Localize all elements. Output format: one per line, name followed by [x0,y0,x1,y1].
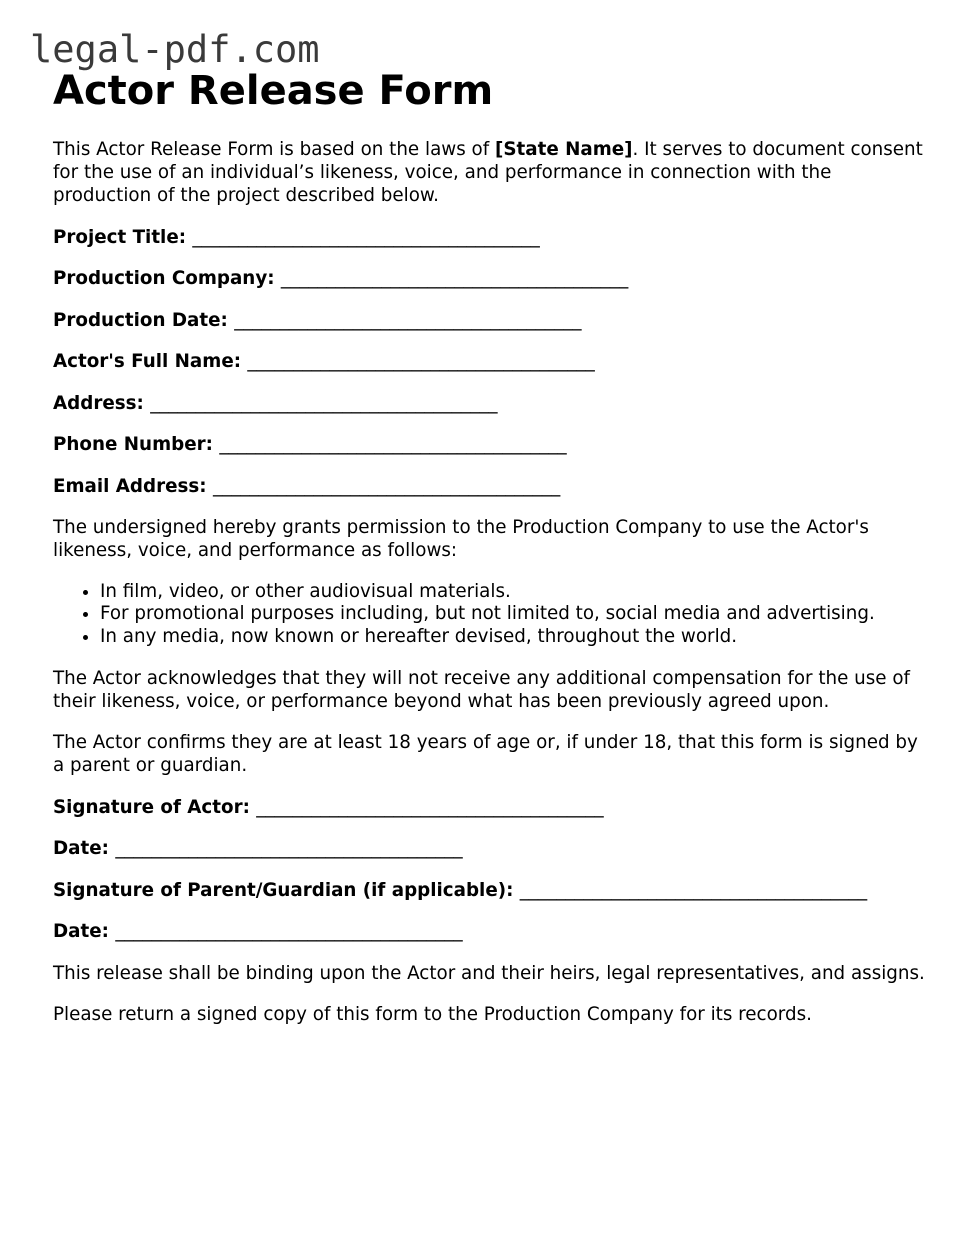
field-label: Project Title: [53,226,187,248]
field-address [53,392,933,415]
field-label: Date: [53,838,109,859]
fill-in-blank[interactable]: ______________________________________ [247,351,595,372]
field-label: Date: [53,921,109,942]
field-actor-full-name [53,350,933,373]
uses-list [53,581,933,649]
return-paragraph: Please return a signed copy of this form to the Production Company for its records. [53,1004,812,1025]
field-phone-number [53,433,933,456]
watermark-logo: legal-pdf.com [30,28,320,71]
age-paragraph: The Actor confirms they are at least 18 years of age or, if under 18, that this form is signed by a parent or guardian. [53,732,918,776]
field-production-company [53,267,933,290]
intro-paragraph [53,138,933,207]
fill-in-blank[interactable]: ______________________________________ [212,475,561,497]
date-parent-guardian [53,920,933,943]
page-title: Actor Release Form [53,68,494,114]
signature-line[interactable]: ______________________________________ [519,879,868,901]
field-email-address [53,475,933,498]
fill-in-blank[interactable]: ______________________________________ [150,392,498,414]
field-label: Production Company: [53,268,275,289]
fill-in-blank[interactable]: ______________________________________ [192,226,540,248]
list-item: • For promotional purposes including, but not limited to, social media and advertising. [100,603,933,626]
fill-in-blank[interactable]: ______________________________________ [234,309,582,331]
list-item: • In any media, now known or hereafter devised, throughout the world. [100,626,933,649]
field-label: Actor's Full Name: [53,351,242,372]
binding-paragraph: This release shall be binding upon the Actor and their heirs, legal representatives, and assigns. [53,962,925,984]
list-item: • In film, video, or other audiovisual materials. [100,581,933,604]
fill-in-blank[interactable]: ______________________________________ [115,921,463,942]
intro-text-before: This Actor Release Form is based on the laws of [53,139,495,160]
intro-text-after: . It serves to document consent for the use of an individual’s likeness, voice, and performance in connection with the production of the project described below. [53,139,923,206]
signature-parent-guardian [53,879,933,902]
field-label: Signature of Actor: [53,796,250,818]
grant-paragraph: The undersigned hereby grants permission to the Production Company to use the Actor's likeness, voice, and performance as follows: [53,517,869,561]
field-production-date [53,309,933,332]
fill-in-blank[interactable]: ______________________________________ [280,268,629,289]
field-label: Phone Number: [53,434,213,455]
signature-actor [53,796,933,819]
field-label: Production Date: [53,309,228,331]
date-actor [53,837,933,860]
field-project-title [53,226,933,249]
state-name-placeholder: [State Name] [495,139,633,160]
field-label: Email Address: [53,475,207,497]
compensation-paragraph: The Actor acknowledges that they will not receive any additional compensation for the use of their likeness, voice, or performance beyond what has been previously agreed upon. [53,667,910,712]
signature-line[interactable]: ______________________________________ [256,796,604,818]
fill-in-blank[interactable]: ______________________________________ [115,838,463,859]
fill-in-blank[interactable]: ______________________________________ [219,434,567,455]
field-label: Signature of Parent/Guardian (if applicable): [53,879,514,901]
document-body [53,68,933,1026]
field-label: Address: [53,392,144,414]
